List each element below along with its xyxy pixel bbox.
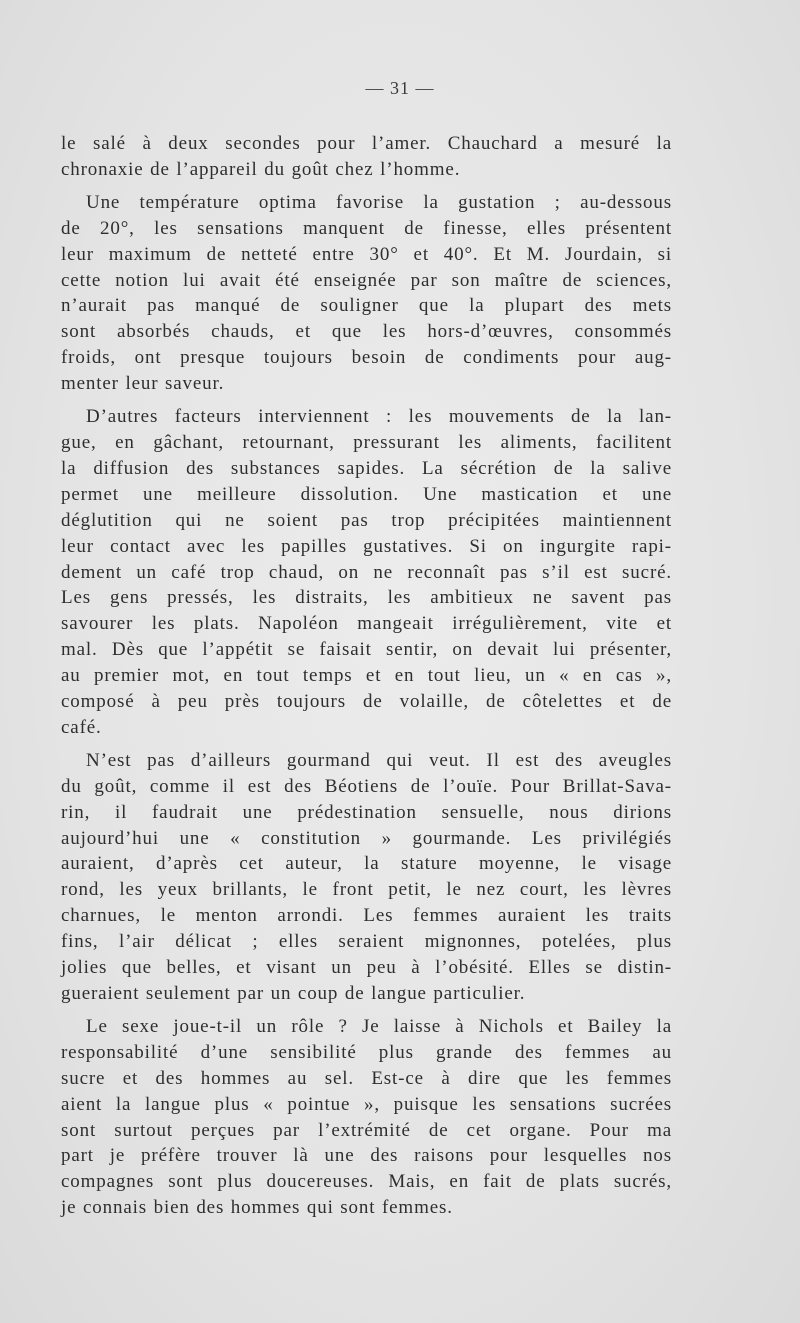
text-line: Le sexe joue-t-il un rôle ? Je laisse à Nichols et Bailey la [86,1015,672,1037]
text-line: composé à peu près toujours de volaille, de côtelettes et de [61,691,672,713]
paragraph [61,1014,672,1221]
text-line: leur contact avec les papilles gustatives. Si on ingurgite rapi- [61,535,672,557]
text-line: responsabilité d’une sensibilité plus grande des femmes au [61,1041,672,1063]
text-line: jolies que belles, et visant un peu à l’obésité. Elles se distin- [61,957,672,979]
paragraph [61,131,672,183]
text-line: au premier mot, en tout temps et en tout lieu, un « en cas », [61,665,672,687]
text-line: je connais bien des hommes qui sont femmes. [61,1197,453,1219]
text-line: gue, en gâchant, retournant, pressurant les aliments, facilitent [61,431,672,453]
text-line: auraient, d’après cet auteur, la stature moyenne, le visage [61,853,672,875]
text-line: n’aurait pas manqué de souligner que la plupart des mets [61,295,672,317]
text-line: mal. Dès que l’appétit se faisait sentir, on devait lui présenter, [61,639,672,661]
text-line: rond, les yeux brillants, le front petit, le nez court, les lèvres [61,879,672,901]
paragraph [61,404,672,741]
text-line: aujourd’hui une « constitution » gourmande. Les privilégiés [61,827,672,849]
text-line: chronaxie de l’appareil du goût chez l’homme. [61,158,461,180]
text-line: cette notion lui avait été enseignée par son maître de sciences, [61,269,672,291]
text-line: Une température optima favorise la gustation ; au-dessous [86,191,672,213]
text-line: fins, l’air délicat ; elles seraient mignonnes, potelées, plus [61,931,672,953]
text-line: savourer les plats. Napoléon mangeait irrégulièrement, vite et [61,613,672,635]
text-line: sucre et des hommes au sel. Est-ce à dire que les femmes [61,1067,672,1089]
paragraph [61,190,672,397]
text-line: menter leur saveur. [61,373,225,395]
text-line: permet une meilleure dissolution. Une mastication et une [61,483,672,505]
text-line: N’est pas d’ailleurs gourmand qui veut. Il est des aveugles [86,749,672,771]
text-line: compagnes sont plus doucereuses. Mais, en fait de plats sucrés, [61,1171,672,1193]
text-line: charnues, le menton arrondi. Les femmes auraient les traits [61,905,672,927]
text-line: aient la langue plus « pointue », puisque les sensations sucrées [61,1093,672,1115]
body-text [61,131,672,1221]
text-line: gueraient seulement par un coup de langue particulier. [61,983,526,1004]
text-line: D’autres facteurs interviennent : les mouvements de la lan- [86,406,672,428]
text-line: la diffusion des substances sapides. La sécrétion de la salive [61,457,672,479]
text-line: de 20°, les sensations manquent de finesse, elles présentent [61,217,672,239]
text-line: sont surtout perçues par l’extrémité de cet organe. Pour ma [61,1119,672,1141]
text-line: part je préfère trouver là une des raisons pour lesquelles nos [61,1145,672,1167]
text-line: leur maximum de netteté entre 30° et 40°. Et M. Jourdain, si [61,243,672,265]
text-line: dement un café trop chaud, on ne reconnaît pas s’il est sucré. [61,561,672,583]
text-line: du goût, comme il est des Béotiens de l’ouïe. Pour Brillat-Sava- [61,775,672,797]
text-line: déglutition qui ne soient pas trop précipitées maintiennent [61,509,672,531]
text-line: rin, il faudrait une prédestination sensuelle, nous dirions [61,801,672,823]
text-line: sont absorbés chauds, et que les hors-d’œuvres, consommés [61,321,672,343]
text-line: froids, ont presque toujours besoin de condiments pour aug- [61,347,672,369]
text-line: café. [61,716,102,738]
text-line: le salé à deux secondes pour l’amer. Chauchard a mesuré la [61,133,672,154]
text-line: Les gens pressés, les distraits, les ambitieux ne savent pas [61,587,672,609]
paragraph [61,748,672,1007]
page-number: — 31 — [365,78,435,98]
